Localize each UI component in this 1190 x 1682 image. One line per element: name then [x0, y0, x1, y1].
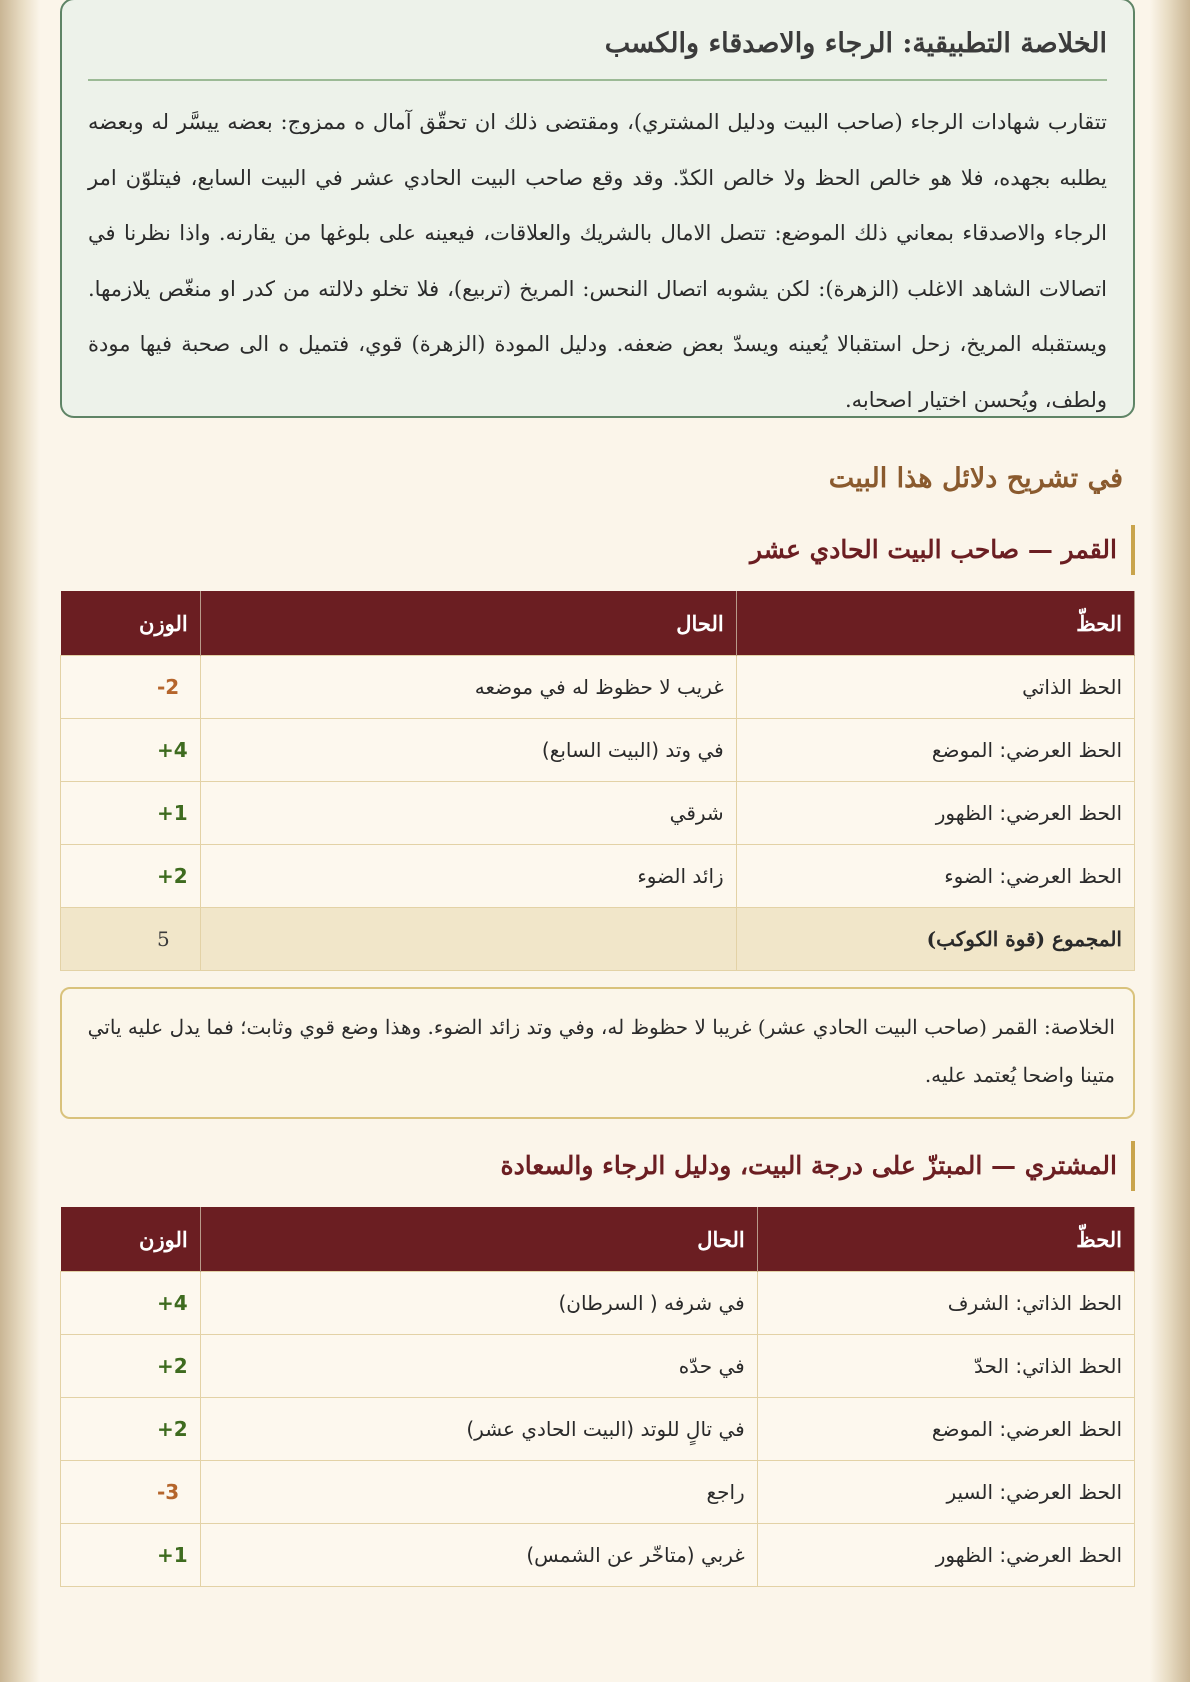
- jupiter-heading: المشتري — المبتزّ على درجة البيت، ودليل الرجاء والسعادة: [60, 1141, 1135, 1191]
- table-header-row: [61, 1207, 1135, 1272]
- state-cell: شرقي: [200, 782, 736, 845]
- weight-cell: +4: [61, 719, 201, 782]
- dignity-cell: الحظ الذاتي: الشرف: [757, 1272, 1134, 1335]
- weight-cell: +2: [61, 1398, 201, 1461]
- header-dignity: الحظّ: [736, 591, 1134, 656]
- table-row: [61, 1272, 1135, 1335]
- dignity-cell: الحظ الذاتي: الحدّ: [757, 1335, 1134, 1398]
- document-page: [60, 0, 1135, 1587]
- weight-cell: -2: [61, 656, 201, 719]
- state-cell: في تالٍ للوتد (البيت الحادي عشر): [200, 1398, 757, 1461]
- header-weight: الوزن: [61, 1207, 201, 1272]
- table-row: [61, 1398, 1135, 1461]
- table-row: [61, 782, 1135, 845]
- weight-cell: +2: [61, 845, 201, 908]
- dignity-cell: الحظ العرضي: الموضع: [736, 719, 1134, 782]
- table-row: [61, 1524, 1135, 1587]
- header-state: الحال: [200, 1207, 757, 1272]
- table-row: [61, 845, 1135, 908]
- table-row: [61, 1461, 1135, 1524]
- table-header-row: [61, 591, 1135, 656]
- weight-cell: +1: [61, 782, 201, 845]
- header-state: الحال: [200, 591, 736, 656]
- total-label: المجموع (قوة الكوكب): [736, 908, 1134, 971]
- applied-summary-box: [60, 0, 1135, 418]
- jupiter-dignity-table: [60, 1207, 1135, 1587]
- table-row: [61, 1335, 1135, 1398]
- summary-divider: [88, 79, 1107, 81]
- moon-conclusion-note: الخلاصة: القمر (صاحب البيت الحادي عشر) غريبا لا حظوظ له، وفي وتد زائد الضوء. وهذا وضع قوي وثابت؛ فما يدل عليه ياتي متينا واضحا يُعتمد عليه.: [60, 987, 1135, 1119]
- state-cell: زائد الضوء: [200, 845, 736, 908]
- dignity-cell: الحظ العرضي: الظهور: [757, 1524, 1134, 1587]
- total-value: 5: [61, 908, 201, 971]
- dignity-cell: الحظ العرضي: السير: [757, 1461, 1134, 1524]
- table-row: [61, 719, 1135, 782]
- moon-heading: القمر — صاحب البيت الحادي عشر: [60, 525, 1135, 575]
- summary-title: الخلاصة التطبيقية: الرجاء والاصدقاء والكسب: [604, 28, 1107, 59]
- header-dignity: الحظّ: [757, 1207, 1134, 1272]
- section-heading: في تشريح دلائل هذا البيت: [828, 463, 1123, 494]
- dignity-cell: الحظ العرضي: الضوء: [736, 845, 1134, 908]
- state-cell: في وتد (البيت السابع): [200, 719, 736, 782]
- weight-cell: +2: [61, 1335, 201, 1398]
- state-cell: في حدّه: [200, 1335, 757, 1398]
- total-row: [61, 908, 1135, 971]
- weight-cell: -3: [61, 1461, 201, 1524]
- state-cell: غريب لا حظوظ له في موضعه: [200, 656, 736, 719]
- header-weight: الوزن: [61, 591, 201, 656]
- summary-text: تتقارب شهادات الرجاء (صاحب البيت ودليل المشتري)، ومقتضى ذلك ان تحقّق آمال ه ممزوج: بعضه ييسَّر له وبعضه يطلبه بجهده، فلا هو خالص الحظ ولا خالص الكدّ. وقد وقع صاحب البيت الحادي عشر في البيت السابع، فيتلوّن امر الرجاء والاصدقاء بمعاني ذلك الموضع: تتصل الامال بالشريك والعلاقات، فيعينه على بلوغها من يقارنه. واذا نظرنا في اتصالات الشاهد الاغلب (الزهرة): لكن يشوبه اتصال النحس: المريخ (تربيع)، فلا تخلو دلالته من كدر او منغّص يلازمها. ويستقبله المريخ، زحل استقبالا يُعينه ويسدّ بعض ضعفه. ودليل المودة (الزهرة) قوي، فتميل ه الى صحبة فيها مودة ولطف، ويُحسن اختيار اصحابه.: [88, 110, 1107, 412]
- state-cell: في شرفه ( السرطان): [200, 1272, 757, 1335]
- weight-cell: +4: [61, 1272, 201, 1335]
- dignity-cell: الحظ العرضي: الموضع: [757, 1398, 1134, 1461]
- moon-dignity-table: [60, 591, 1135, 971]
- table-row: [61, 656, 1135, 719]
- total-empty-cell: [200, 908, 736, 971]
- state-cell: راجع: [200, 1461, 757, 1524]
- dignity-cell: الحظ العرضي: الظهور: [736, 782, 1134, 845]
- state-cell: غربي (متاخّر عن الشمس): [200, 1524, 757, 1587]
- weight-cell: +1: [61, 1524, 201, 1587]
- dignity-cell: الحظ الذاتي: [736, 656, 1134, 719]
